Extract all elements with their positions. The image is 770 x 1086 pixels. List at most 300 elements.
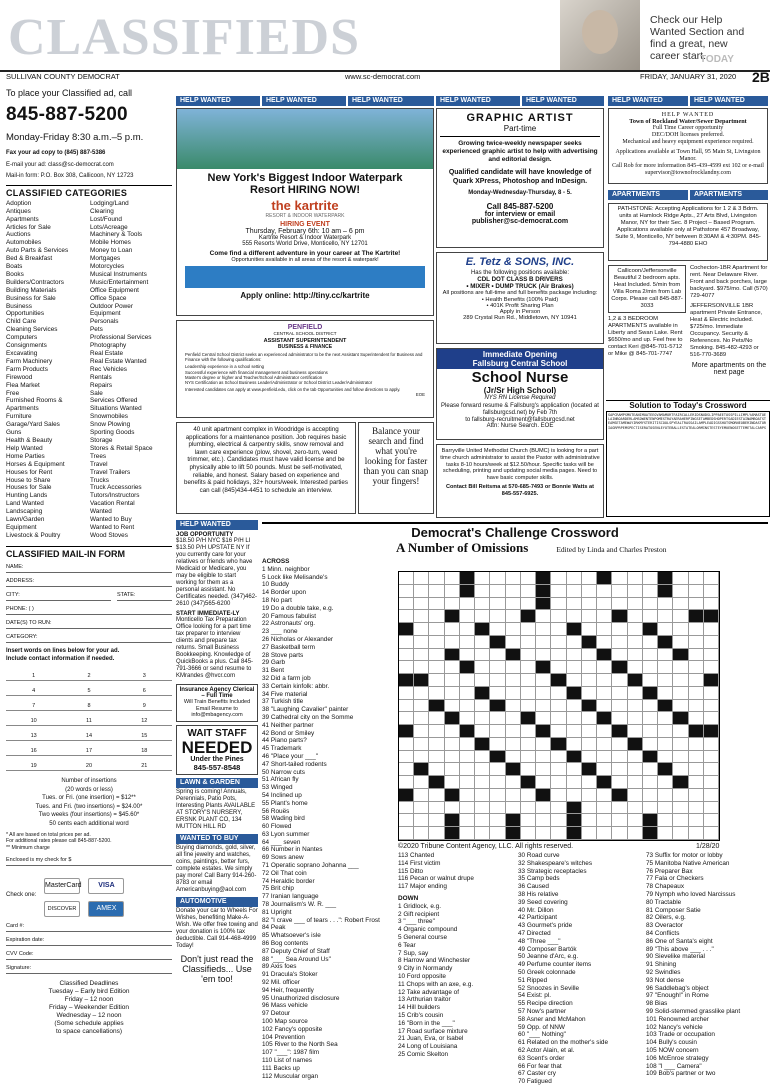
grid-cell[interactable]: [506, 636, 521, 649]
grid-cell[interactable]: [567, 712, 582, 725]
grid-cell[interactable]: [612, 649, 627, 662]
grid-cell[interactable]: [429, 585, 444, 598]
grid-cell[interactable]: [582, 661, 597, 674]
grid-cell[interactable]: [673, 763, 688, 776]
grid-cell[interactable]: [689, 827, 704, 840]
grid-cell[interactable]: [582, 751, 597, 764]
grid-cell[interactable]: [704, 598, 719, 611]
grid-cell[interactable]: [490, 763, 505, 776]
grid-cell[interactable]: [628, 687, 643, 700]
grid-cell[interactable]: [399, 610, 414, 623]
grid-cell[interactable]: [628, 623, 643, 636]
grid-cell[interactable]: [628, 661, 643, 674]
grid-cell[interactable]: [612, 814, 627, 827]
grid-cell[interactable]: [445, 636, 460, 649]
grid-cell[interactable]: [689, 636, 704, 649]
grid-cell[interactable]: [490, 649, 505, 662]
grid-cell[interactable]: [673, 687, 688, 700]
grid-cell[interactable]: [567, 674, 582, 687]
mastercard-option[interactable]: MasterCard: [44, 878, 80, 894]
check-field[interactable]: Enclosed is my check for $: [6, 857, 172, 866]
grid-cell[interactable]: [597, 585, 612, 598]
grid-cell[interactable]: [673, 598, 688, 611]
grid-cell[interactable]: [673, 789, 688, 802]
grid-cell[interactable]: [429, 827, 444, 840]
grid-cell[interactable]: [612, 802, 627, 815]
grid-cell[interactable]: [490, 674, 505, 687]
grid-cell[interactable]: [643, 598, 658, 611]
grid-cell[interactable]: [445, 725, 460, 738]
grid-cell[interactable]: [521, 623, 536, 636]
grid-cell[interactable]: [597, 725, 612, 738]
grid-cell[interactable]: [689, 738, 704, 751]
address-field[interactable]: ADDRESS:: [6, 578, 172, 587]
grid-cell[interactable]: [506, 776, 521, 789]
grid-cell[interactable]: [460, 623, 475, 636]
grid-cell[interactable]: [414, 661, 429, 674]
grid-cell[interactable]: [628, 700, 643, 713]
grid-cell[interactable]: [506, 725, 521, 738]
grid-cell[interactable]: [475, 610, 490, 623]
grid-cell[interactable]: [460, 636, 475, 649]
word-line[interactable]: 1: [6, 666, 61, 681]
grid-cell[interactable]: [658, 789, 673, 802]
grid-cell[interactable]: [475, 636, 490, 649]
grid-cell[interactable]: [612, 700, 627, 713]
grid-cell[interactable]: [414, 700, 429, 713]
grid-cell[interactable]: [414, 776, 429, 789]
grid-cell[interactable]: [536, 674, 551, 687]
grid-cell[interactable]: [490, 827, 505, 840]
grid-cell[interactable]: [429, 610, 444, 623]
grid-cell[interactable]: [628, 598, 643, 611]
grid-cell[interactable]: [643, 802, 658, 815]
grid-cell[interactable]: [475, 649, 490, 662]
grid-cell[interactable]: [429, 814, 444, 827]
word-line[interactable]: 10: [6, 711, 61, 726]
grid-cell[interactable]: [689, 763, 704, 776]
grid-cell[interactable]: [704, 776, 719, 789]
grid-cell[interactable]: [582, 776, 597, 789]
word-line[interactable]: 11: [61, 711, 116, 726]
category-field[interactable]: CATEGORY:: [6, 634, 172, 643]
amex-option[interactable]: AMEX: [88, 901, 124, 917]
grid-cell[interactable]: [536, 802, 551, 815]
grid-cell[interactable]: [490, 776, 505, 789]
grid-cell[interactable]: [567, 763, 582, 776]
grid-cell[interactable]: [506, 572, 521, 585]
grid-cell[interactable]: [414, 789, 429, 802]
grid-cell[interactable]: [597, 827, 612, 840]
grid-cell[interactable]: [597, 751, 612, 764]
grid-cell[interactable]: [628, 789, 643, 802]
grid-cell[interactable]: [597, 763, 612, 776]
grid-cell[interactable]: [704, 585, 719, 598]
grid-cell[interactable]: [429, 751, 444, 764]
grid-cell[interactable]: [445, 751, 460, 764]
grid-cell[interactable]: [597, 789, 612, 802]
grid-cell[interactable]: [673, 661, 688, 674]
grid-cell[interactable]: [475, 751, 490, 764]
word-lines[interactable]: [6, 666, 172, 771]
grid-cell[interactable]: [658, 610, 673, 623]
discover-option[interactable]: DISCOVER: [44, 901, 80, 917]
grid-cell[interactable]: [643, 585, 658, 598]
grid-cell[interactable]: [597, 814, 612, 827]
grid-cell[interactable]: [582, 712, 597, 725]
grid-cell[interactable]: [414, 649, 429, 662]
grid-cell[interactable]: [536, 649, 551, 662]
grid-cell[interactable]: [460, 789, 475, 802]
grid-cell[interactable]: [597, 623, 612, 636]
grid-cell[interactable]: [704, 789, 719, 802]
word-line[interactable]: 18: [117, 741, 172, 756]
grid-cell[interactable]: [628, 763, 643, 776]
grid-cell[interactable]: [628, 610, 643, 623]
grid-cell[interactable]: [658, 776, 673, 789]
grid-cell[interactable]: [460, 687, 475, 700]
grid-cell[interactable]: [536, 636, 551, 649]
grid-cell[interactable]: [582, 674, 597, 687]
signature-field[interactable]: Signature:: [6, 965, 172, 974]
grid-cell[interactable]: [597, 674, 612, 687]
grid-cell[interactable]: [429, 598, 444, 611]
grid-cell[interactable]: [414, 802, 429, 815]
grid-cell[interactable]: [612, 776, 627, 789]
grid-cell[interactable]: [689, 585, 704, 598]
grid-cell[interactable]: [536, 738, 551, 751]
grid-cell[interactable]: [597, 802, 612, 815]
grid-cell[interactable]: [399, 572, 414, 585]
grid-cell[interactable]: [475, 712, 490, 725]
grid-cell[interactable]: [628, 585, 643, 598]
grid-cell[interactable]: [414, 814, 429, 827]
grid-cell[interactable]: [551, 700, 566, 713]
grid-cell[interactable]: [673, 751, 688, 764]
grid-cell[interactable]: [399, 814, 414, 827]
grid-cell[interactable]: [521, 700, 536, 713]
grid-cell[interactable]: [567, 789, 582, 802]
grid-cell[interactable]: [399, 738, 414, 751]
grid-cell[interactable]: [567, 598, 582, 611]
grid-cell[interactable]: [506, 789, 521, 802]
grid-cell[interactable]: [704, 700, 719, 713]
grid-cell[interactable]: [628, 712, 643, 725]
grid-cell[interactable]: [445, 623, 460, 636]
grid-cell[interactable]: [536, 623, 551, 636]
grid-cell[interactable]: [429, 687, 444, 700]
grid-cell[interactable]: [399, 827, 414, 840]
grid-cell[interactable]: [628, 649, 643, 662]
grid-cell[interactable]: [628, 776, 643, 789]
grid-cell[interactable]: [460, 738, 475, 751]
grid-cell[interactable]: [475, 789, 490, 802]
grid-cell[interactable]: [658, 598, 673, 611]
grid-cell[interactable]: [551, 789, 566, 802]
grid-cell[interactable]: [429, 725, 444, 738]
grid-cell[interactable]: [460, 649, 475, 662]
grid-cell[interactable]: [506, 661, 521, 674]
grid-cell[interactable]: [490, 687, 505, 700]
grid-cell[interactable]: [429, 661, 444, 674]
grid-cell[interactable]: [399, 802, 414, 815]
name-field[interactable]: NAME:: [6, 564, 172, 573]
grid-cell[interactable]: [460, 598, 475, 611]
grid-cell[interactable]: [658, 712, 673, 725]
grid-cell[interactable]: [582, 802, 597, 815]
grid-cell[interactable]: [643, 661, 658, 674]
grid-cell[interactable]: [689, 572, 704, 585]
grid-cell[interactable]: [612, 674, 627, 687]
grid-cell[interactable]: [506, 623, 521, 636]
grid-cell[interactable]: [399, 700, 414, 713]
grid-cell[interactable]: [612, 827, 627, 840]
grid-cell[interactable]: [521, 649, 536, 662]
grid-cell[interactable]: [551, 776, 566, 789]
grid-cell[interactable]: [536, 751, 551, 764]
grid-cell[interactable]: [475, 725, 490, 738]
grid-cell[interactable]: [612, 712, 627, 725]
grid-cell[interactable]: [704, 572, 719, 585]
grid-cell[interactable]: [429, 763, 444, 776]
grid-cell[interactable]: [673, 725, 688, 738]
word-line[interactable]: 2: [61, 666, 116, 681]
grid-cell[interactable]: [597, 700, 612, 713]
grid-cell[interactable]: [673, 802, 688, 815]
grid-cell[interactable]: [460, 776, 475, 789]
grid-cell[interactable]: [414, 687, 429, 700]
grid-cell[interactable]: [551, 687, 566, 700]
grid-cell[interactable]: [628, 751, 643, 764]
grid-cell[interactable]: [567, 636, 582, 649]
grid-cell[interactable]: [490, 789, 505, 802]
grid-cell[interactable]: [536, 610, 551, 623]
grid-cell[interactable]: [628, 827, 643, 840]
grid-cell[interactable]: [704, 814, 719, 827]
grid-cell[interactable]: [445, 700, 460, 713]
grid-cell[interactable]: [628, 725, 643, 738]
grid-cell[interactable]: [521, 636, 536, 649]
card-number-field[interactable]: Card #:: [6, 923, 172, 932]
grid-cell[interactable]: [704, 712, 719, 725]
grid-cell[interactable]: [551, 802, 566, 815]
grid-cell[interactable]: [475, 814, 490, 827]
grid-cell[interactable]: [582, 814, 597, 827]
grid-cell[interactable]: [673, 738, 688, 751]
grid-cell[interactable]: [658, 674, 673, 687]
grid-cell[interactable]: [521, 827, 536, 840]
grid-cell[interactable]: [506, 738, 521, 751]
grid-cell[interactable]: [689, 700, 704, 713]
grid-cell[interactable]: [689, 674, 704, 687]
grid-cell[interactable]: [582, 598, 597, 611]
grid-cell[interactable]: [490, 585, 505, 598]
grid-cell[interactable]: [658, 751, 673, 764]
grid-cell[interactable]: [673, 610, 688, 623]
grid-cell[interactable]: [567, 776, 582, 789]
grid-cell[interactable]: [429, 623, 444, 636]
grid-cell[interactable]: [628, 572, 643, 585]
grid-cell[interactable]: [658, 802, 673, 815]
grid-cell[interactable]: [628, 814, 643, 827]
word-line[interactable]: 3: [117, 666, 172, 681]
grid-cell[interactable]: [597, 598, 612, 611]
grid-cell[interactable]: [414, 738, 429, 751]
word-line[interactable]: 8: [61, 696, 116, 711]
grid-cell[interactable]: [445, 687, 460, 700]
grid-cell[interactable]: [460, 610, 475, 623]
grid-cell[interactable]: [445, 738, 460, 751]
grid-cell[interactable]: [582, 649, 597, 662]
grid-cell[interactable]: [658, 814, 673, 827]
grid-cell[interactable]: [521, 789, 536, 802]
grid-cell[interactable]: [414, 636, 429, 649]
grid-cell[interactable]: [704, 636, 719, 649]
phone-field[interactable]: PHONE: ( ): [6, 606, 172, 615]
grid-cell[interactable]: [399, 712, 414, 725]
grid-cell[interactable]: [612, 751, 627, 764]
grid-cell[interactable]: [612, 572, 627, 585]
grid-cell[interactable]: [429, 789, 444, 802]
city-field[interactable]: CITY:: [6, 592, 111, 601]
grid-cell[interactable]: [582, 572, 597, 585]
grid-cell[interactable]: [521, 598, 536, 611]
grid-cell[interactable]: [704, 827, 719, 840]
grid-cell[interactable]: [429, 738, 444, 751]
grid-cell[interactable]: [460, 712, 475, 725]
grid-cell[interactable]: [445, 776, 460, 789]
word-line[interactable]: 5: [61, 681, 116, 696]
grid-cell[interactable]: [689, 649, 704, 662]
grid-cell[interactable]: [506, 598, 521, 611]
grid-cell[interactable]: [399, 585, 414, 598]
grid-cell[interactable]: [673, 585, 688, 598]
grid-cell[interactable]: [490, 661, 505, 674]
grid-cell[interactable]: [567, 661, 582, 674]
grid-cell[interactable]: [689, 776, 704, 789]
grid-cell[interactable]: [673, 636, 688, 649]
grid-cell[interactable]: [399, 661, 414, 674]
grid-cell[interactable]: [567, 649, 582, 662]
grid-cell[interactable]: [536, 776, 551, 789]
grid-cell[interactable]: [521, 751, 536, 764]
grid-cell[interactable]: [643, 610, 658, 623]
grid-cell[interactable]: [567, 738, 582, 751]
word-line[interactable]: 9: [117, 696, 172, 711]
grid-cell[interactable]: [704, 661, 719, 674]
grid-cell[interactable]: [460, 763, 475, 776]
word-line[interactable]: 16: [6, 741, 61, 756]
grid-cell[interactable]: [658, 738, 673, 751]
grid-cell[interactable]: [506, 802, 521, 815]
grid-cell[interactable]: [475, 802, 490, 815]
grid-cell[interactable]: [658, 623, 673, 636]
grid-cell[interactable]: [414, 725, 429, 738]
grid-cell[interactable]: [551, 585, 566, 598]
grid-cell[interactable]: [429, 572, 444, 585]
grid-cell[interactable]: [597, 687, 612, 700]
grid-cell[interactable]: [643, 712, 658, 725]
grid-cell[interactable]: [689, 814, 704, 827]
grid-cell[interactable]: [582, 610, 597, 623]
grid-cell[interactable]: [612, 763, 627, 776]
grid-cell[interactable]: [582, 827, 597, 840]
word-line[interactable]: 14: [61, 726, 116, 741]
grid-cell[interactable]: [612, 623, 627, 636]
state-field[interactable]: STATE:: [117, 592, 172, 601]
grid-cell[interactable]: [673, 572, 688, 585]
grid-cell[interactable]: [536, 687, 551, 700]
word-line[interactable]: 12: [117, 711, 172, 726]
grid-cell[interactable]: [460, 674, 475, 687]
grid-cell[interactable]: [445, 802, 460, 815]
visa-option[interactable]: VISA: [88, 878, 124, 894]
grid-cell[interactable]: [551, 763, 566, 776]
grid-cell[interactable]: [414, 572, 429, 585]
grid-cell[interactable]: [612, 636, 627, 649]
grid-cell[interactable]: [490, 623, 505, 636]
grid-cell[interactable]: [506, 700, 521, 713]
grid-cell[interactable]: [704, 751, 719, 764]
grid-cell[interactable]: [643, 763, 658, 776]
word-line[interactable]: 4: [6, 681, 61, 696]
grid-cell[interactable]: [551, 610, 566, 623]
grid-cell[interactable]: [567, 700, 582, 713]
grid-cell[interactable]: [567, 572, 582, 585]
grid-cell[interactable]: [414, 623, 429, 636]
grid-cell[interactable]: [673, 700, 688, 713]
grid-cell[interactable]: [551, 827, 566, 840]
grid-cell[interactable]: [582, 738, 597, 751]
grid-cell[interactable]: [551, 751, 566, 764]
grid-cell[interactable]: [490, 610, 505, 623]
grid-cell[interactable]: [490, 802, 505, 815]
grid-cell[interactable]: [490, 814, 505, 827]
grid-cell[interactable]: [536, 763, 551, 776]
grid-cell[interactable]: [658, 687, 673, 700]
grid-cell[interactable]: [521, 802, 536, 815]
grid-cell[interactable]: [597, 738, 612, 751]
grid-cell[interactable]: [551, 725, 566, 738]
grid-cell[interactable]: [643, 572, 658, 585]
grid-cell[interactable]: [704, 763, 719, 776]
word-line[interactable]: 20: [61, 756, 116, 771]
grid-cell[interactable]: [475, 661, 490, 674]
grid-cell[interactable]: [460, 802, 475, 815]
grid-cell[interactable]: [673, 623, 688, 636]
word-line[interactable]: 6: [117, 681, 172, 696]
grid-cell[interactable]: [643, 700, 658, 713]
grid-cell[interactable]: [673, 674, 688, 687]
grid-cell[interactable]: [490, 572, 505, 585]
grid-cell[interactable]: [445, 585, 460, 598]
grid-cell[interactable]: [597, 661, 612, 674]
grid-cell[interactable]: [536, 814, 551, 827]
dates-field[interactable]: DATE(S) TO RUN:: [6, 620, 172, 629]
grid-cell[interactable]: [429, 649, 444, 662]
grid-cell[interactable]: [597, 610, 612, 623]
grid-cell[interactable]: [551, 623, 566, 636]
grid-cell[interactable]: [628, 636, 643, 649]
grid-cell[interactable]: [536, 700, 551, 713]
grid-cell[interactable]: [445, 763, 460, 776]
grid-cell[interactable]: [612, 687, 627, 700]
grid-cell[interactable]: [658, 827, 673, 840]
word-line[interactable]: 7: [6, 696, 61, 711]
grid-cell[interactable]: [689, 751, 704, 764]
grid-cell[interactable]: [689, 687, 704, 700]
grid-cell[interactable]: [673, 827, 688, 840]
